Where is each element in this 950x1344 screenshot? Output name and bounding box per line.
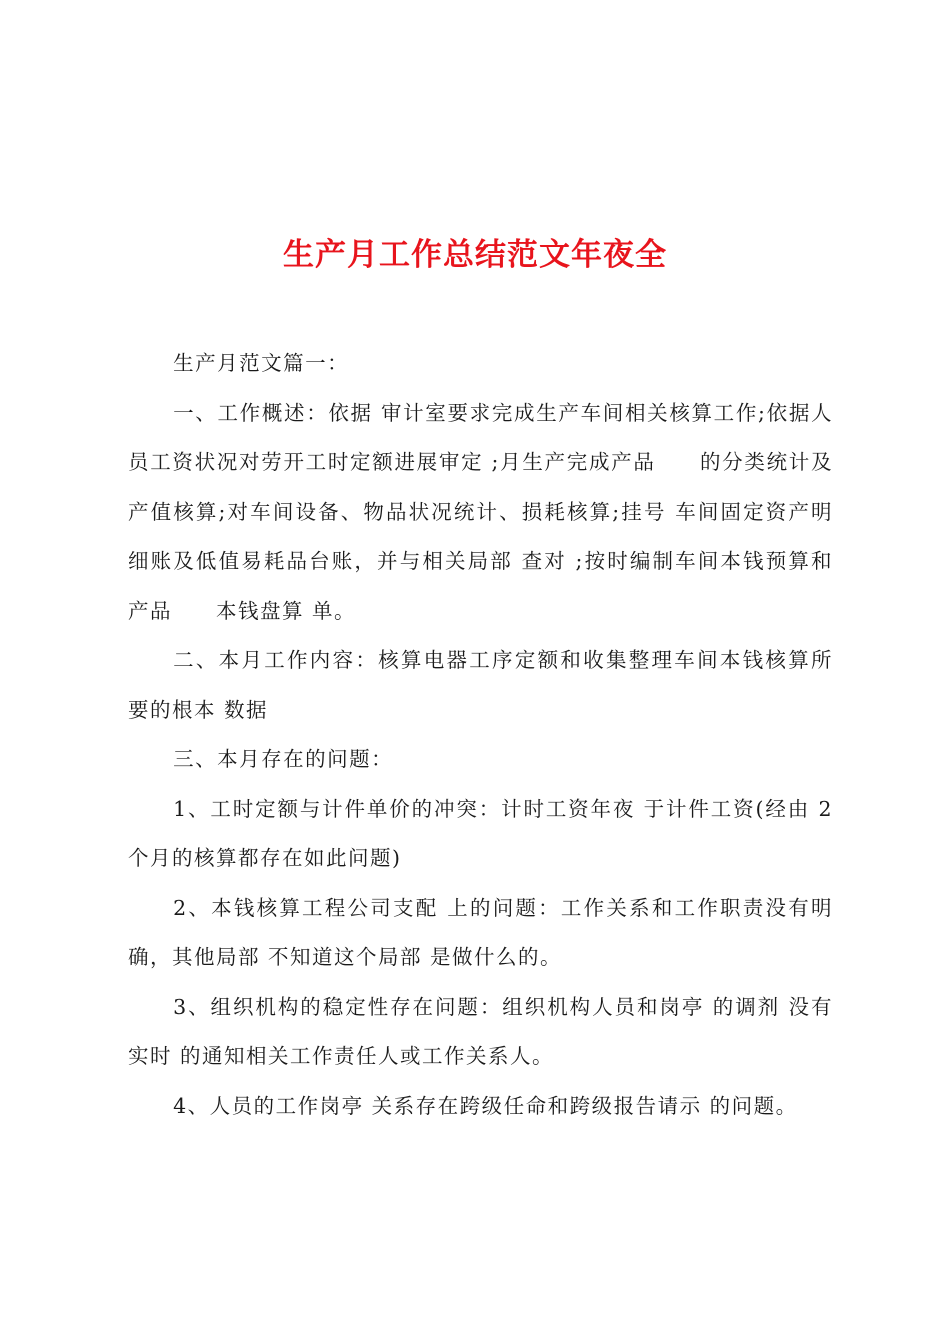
- document-body: [128, 339, 833, 1131]
- paragraph-problem-3: 3、组织机构的稳定性存在问题：组织机构人员和岗亭 的调剂 没有实时 的通知相关工作责任人或工作关系人。: [128, 994, 833, 1068]
- paragraph-problem-1: 1、工时定额与计件单价的冲突：计时工资年夜 于计件工资(经由 2 个月的核算都存在如此问题): [128, 796, 833, 870]
- paragraph-overview: 一、工作概述：依据 审计室要求完成生产车间相关核算工作;依据人员工资状况对劳开工时定额进展审定 ;月生产完成产品 的分类统计及产值核算;对车间设备、物品状况统计、损耗核算;挂号 车间固定资产明细账及低值易耗品台账，并与相关局部 查对 ;按时编制车间本钱预算和产品 本钱盘算 单。: [128, 400, 833, 623]
- paragraph-problem-2: 2、本钱核算工程公司支配 上的问题：工作关系和工作职责没有明确，其他局部 不知道这个局部 是做什么的。: [128, 895, 833, 969]
- paragraph-intro: 生产月范文篇一：: [173, 351, 350, 375]
- paragraph-problem-4: 4、人员的工作岗亭 关系存在跨级任命和跨级报告请示 的问题。: [173, 1093, 798, 1118]
- document-title: 生产月工作总结范文年夜全: [283, 236, 667, 273]
- paragraph-content: 二、本月工作内容：核算电器工序定额和收集整理车间本钱核算所要的根本 数据: [128, 648, 833, 722]
- paragraph-problems-heading: 三、本月存在的问题：: [173, 747, 394, 771]
